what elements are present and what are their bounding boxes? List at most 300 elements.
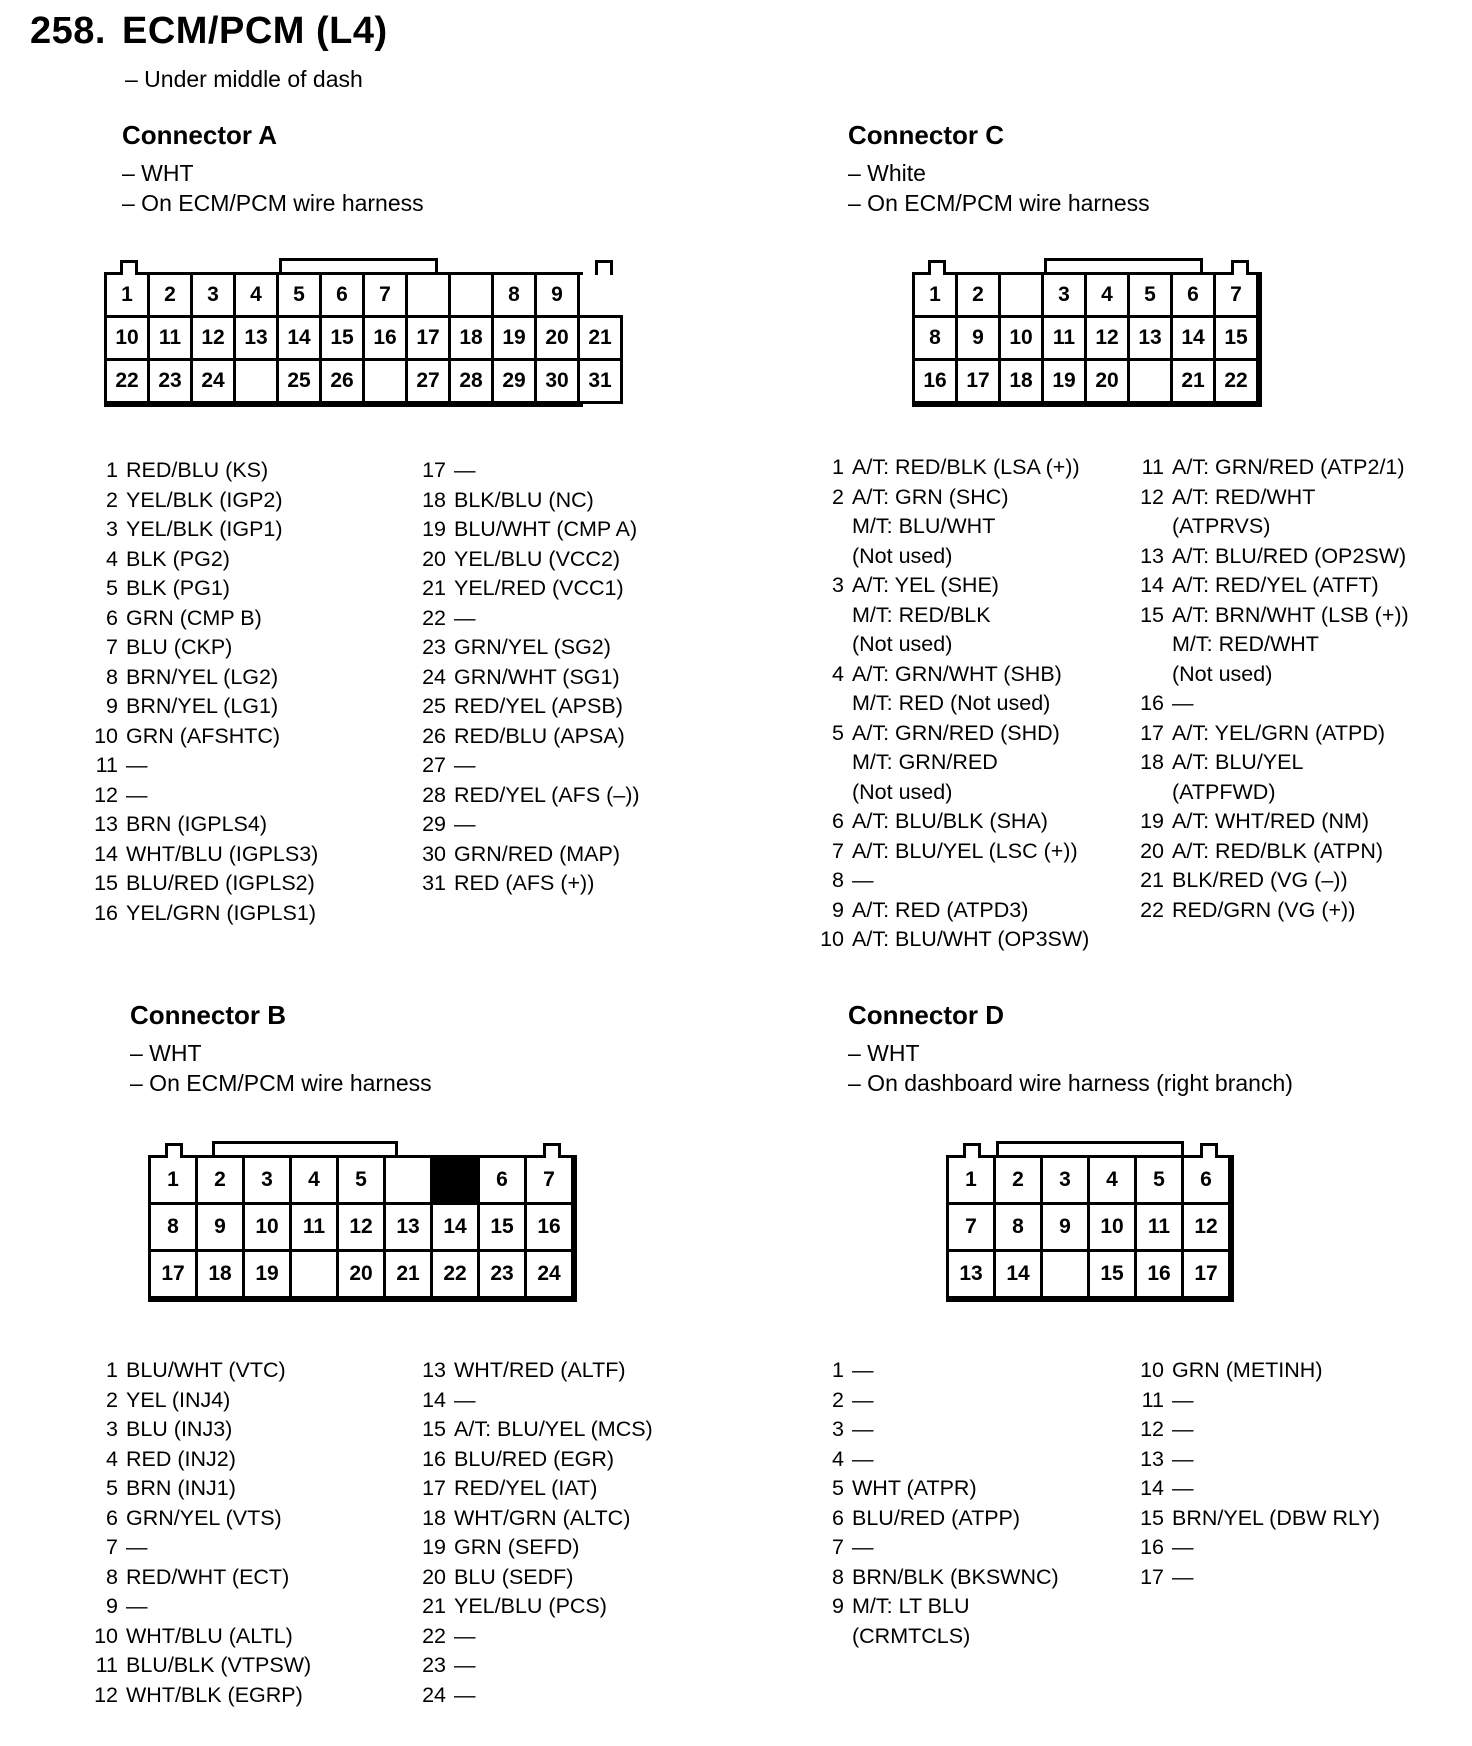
pin-entry (82, 1474, 311, 1504)
pin-cavity: 6 (319, 272, 365, 318)
pin-cavity: 7 (362, 272, 408, 318)
pin-number: 28 (422, 782, 446, 807)
pin-number: 8 (832, 868, 844, 892)
pin-entry (82, 515, 318, 545)
pin-cavity: 2 (993, 1155, 1043, 1205)
pin-wire-desc: BRN (IGPLS4) (126, 812, 267, 836)
pin-wire-desc: RED/BLU (KS) (126, 458, 269, 482)
pin-number: 2 (106, 487, 118, 512)
pin-number: 14 (1140, 1476, 1164, 1500)
pin-cavity: 2 (195, 1155, 245, 1205)
pin-number: 9 (832, 897, 844, 922)
pin-wire-desc: GRN/RED (MAP) (454, 841, 621, 866)
pin-cavity: 16 (524, 1202, 574, 1252)
lock-bridge (212, 1141, 398, 1158)
pin-cavity: 12 (1181, 1202, 1231, 1252)
pin-number: 26 (422, 723, 446, 748)
pin-wire-desc: A/T: GRN (SHC) M/T: BLU/WHT (Not used) (852, 484, 1009, 568)
pin-number: 13 (1140, 1446, 1164, 1471)
pin-entry (82, 633, 318, 663)
pin-wire-desc: RED (INJ2) (126, 1446, 236, 1471)
pin-entry (1128, 1563, 1380, 1593)
connector-b-location: – On ECM/PCM wire harness (130, 1070, 432, 1096)
pin-number: 12 (94, 1682, 118, 1707)
pin-entry (82, 1681, 311, 1711)
pin-cavity: 8 (912, 315, 958, 361)
pin-number: 14 (1140, 573, 1164, 597)
pin-number: 7 (832, 1535, 844, 1559)
pin-number: 23 (422, 1653, 446, 1677)
pin-number: 11 (1141, 1387, 1164, 1412)
pin-entry (1128, 1356, 1380, 1386)
pin-cavity: 13 (383, 1202, 433, 1252)
pin-wire-desc: GRN/YEL (VTS) (126, 1505, 282, 1530)
pin-cavity: 15 (1087, 1249, 1137, 1299)
pin-entry (808, 1504, 1059, 1534)
pin-entry (808, 660, 1089, 719)
pin-cavity: 23 (147, 358, 193, 404)
pin-wire-desc: A/T: BLU/WHT (OP3SW) (852, 927, 1090, 951)
pin-wire-desc: — (454, 1653, 476, 1677)
pin-cavity: 12 (336, 1202, 386, 1252)
pin-entry (82, 1592, 311, 1622)
pin-cavity: 17 (405, 315, 451, 361)
guide-tab (543, 1143, 561, 1158)
pin-cavity: 1 (946, 1155, 996, 1205)
pin-wire-desc: — (126, 782, 148, 807)
pin-cavity: 13 (1127, 315, 1173, 361)
pin-cavity: 7 (1213, 272, 1259, 318)
pin-cavity: 15 (477, 1202, 527, 1252)
blank-cavity (383, 1155, 433, 1205)
connector-d-housing (946, 1155, 1234, 1302)
pin-entry (1128, 1533, 1380, 1563)
pin-wire-desc: BLK/BLU (NC) (454, 487, 594, 512)
pin-wire-desc: BLU (SEDF) (454, 1564, 574, 1589)
pin-number: 17 (422, 1476, 446, 1500)
pin-entry (410, 456, 640, 486)
pin-cavity: 10 (998, 315, 1044, 361)
pin-number: 30 (422, 841, 446, 866)
pin-wire-desc: WHT/RED (ALTF) (454, 1358, 626, 1382)
connector-c-pins-col2 (1128, 453, 1409, 925)
pin-cavity: 3 (242, 1155, 292, 1205)
pin-number: 13 (422, 1358, 446, 1382)
pin-number: 15 (1140, 1505, 1164, 1530)
pin-number: 12 (94, 782, 118, 807)
pin-cavity: 10 (104, 315, 150, 361)
pin-entry (808, 1533, 1059, 1563)
pin-wire-desc: A/T: BLU/RED (OP2SW) (1172, 543, 1407, 568)
pin-wire-desc: — (126, 1594, 148, 1618)
pin-entry (1128, 689, 1409, 719)
pin-entry (808, 453, 1089, 483)
pin-cavity: 3 (1040, 1155, 1090, 1205)
pin-wire-desc: — (454, 1682, 476, 1707)
pin-cavity: 3 (1041, 272, 1087, 318)
pin-cavity: 14 (993, 1249, 1043, 1299)
pin-wire-desc: WHT/BLK (EGRP) (126, 1682, 303, 1707)
pin-cavity: 5 (1127, 272, 1173, 318)
pin-entry (82, 840, 318, 870)
pin-wire-desc: A/T: RED/YEL (ATFT) (1172, 573, 1379, 597)
pin-entry (82, 1386, 311, 1416)
blank-cavity (289, 1249, 339, 1299)
pin-number: 7 (832, 838, 844, 863)
pin-cavity: 31 (577, 358, 623, 404)
pin-entry (82, 899, 318, 929)
pin-entry (808, 837, 1089, 867)
guide-tab (963, 1143, 981, 1158)
pin-cavity: 22 (1213, 358, 1259, 404)
connector-a-pins-col2 (410, 456, 640, 899)
empty-slot (451, 275, 491, 315)
pin-cavity: 1 (104, 272, 150, 318)
pin-entry (82, 1504, 311, 1534)
pin-number: 24 (422, 1682, 446, 1707)
pin-entry (82, 456, 318, 486)
pin-number: 11 (95, 753, 118, 777)
pin-wire-desc: — (1172, 1417, 1194, 1441)
pin-entry (808, 1386, 1059, 1416)
pin-wire-desc: GRN (SEFD) (454, 1535, 580, 1559)
pin-entry (1128, 719, 1409, 749)
pin-cavity: 22 (104, 358, 150, 404)
pin-cavity: 5 (336, 1155, 386, 1205)
pin-entry (808, 1445, 1059, 1475)
connector-b-color: – WHT (130, 1040, 202, 1066)
pin-cavity: 24 (190, 358, 236, 404)
pin-number: 6 (106, 1505, 118, 1530)
pin-wire-desc: YEL/BLK (IGP2) (126, 487, 283, 512)
pin-entry (82, 1563, 311, 1593)
pin-number: 1 (106, 1358, 118, 1382)
pin-cavity: 14 (430, 1202, 480, 1252)
guide-tab (165, 1143, 183, 1158)
pin-cavity: 14 (276, 315, 322, 361)
pin-number: 16 (422, 1446, 446, 1471)
pin-wire-desc: BLK/RED (VG (–)) (1172, 868, 1348, 892)
blank-cavity (998, 272, 1044, 318)
pin-wire-desc: BLU/RED (ATPP) (852, 1505, 1021, 1530)
pin-cavity: 17 (955, 358, 1001, 404)
pin-wire-desc: — (454, 605, 476, 630)
pin-entry (410, 1622, 653, 1652)
pin-wire-desc: A/T: BLU/BLK (SHA) (852, 809, 1048, 833)
pin-number: 1 (832, 455, 844, 479)
pin-entry (808, 807, 1089, 837)
pin-wire-desc: BRN/YEL (DBW RLY) (1172, 1505, 1380, 1530)
pin-cavity: 16 (1134, 1249, 1184, 1299)
pin-number: 18 (422, 1505, 446, 1530)
page-subtitle: – Under middle of dash (125, 66, 363, 92)
pin-number: 22 (1140, 897, 1164, 922)
pin-entry (808, 1563, 1059, 1593)
pin-number: 21 (422, 576, 446, 600)
pin-wire-desc: — (1172, 1476, 1194, 1500)
pin-entry (410, 1504, 653, 1534)
pin-entry (82, 1533, 311, 1563)
pin-number: 4 (106, 1446, 118, 1471)
pin-cavity: 14 (1170, 315, 1216, 361)
pin-wire-desc: YEL/BLK (IGP1) (126, 517, 283, 541)
pin-number: 13 (94, 812, 118, 836)
pin-wire-desc: — (852, 1358, 874, 1382)
pin-cavity: 20 (1084, 358, 1130, 404)
pin-wire-desc: A/T: YEL/GRN (ATPD) (1172, 720, 1386, 745)
connector-a-location: – On ECM/PCM wire harness (122, 190, 424, 216)
pin-cavity: 21 (1170, 358, 1216, 404)
pin-wire-desc: A/T: BLU/YEL (MCS) (454, 1417, 653, 1441)
connector-b-notes (130, 1038, 432, 1098)
pin-cavity: 26 (319, 358, 365, 404)
pin-entry (1128, 1415, 1380, 1445)
blank-cavity (1127, 358, 1173, 404)
pin-cavity: 21 (383, 1249, 433, 1299)
pin-number: 17 (422, 458, 446, 482)
pin-number: 27 (422, 753, 446, 777)
connector-b-pins-col1 (82, 1356, 311, 1710)
pin-number: 3 (832, 1417, 844, 1441)
empty-slot (580, 275, 620, 315)
pin-wire-desc: RED/YEL (APSB) (454, 694, 623, 718)
pin-cavity: 3 (190, 272, 236, 318)
pin-cavity: 16 (912, 358, 958, 404)
pin-wire-desc: YEL/BLU (VCC2) (454, 546, 621, 571)
pin-number: 11 (1141, 455, 1164, 479)
connector-c-pins-col1 (808, 453, 1089, 955)
pin-wire-desc: — (852, 868, 874, 892)
pin-number: 20 (422, 546, 446, 571)
pin-wire-desc: BLU/WHT (CMP A) (454, 517, 638, 541)
pin-number: 1 (832, 1358, 844, 1382)
pin-number: 3 (106, 517, 118, 541)
pin-wire-desc: GRN/YEL (SG2) (454, 635, 611, 659)
pin-wire-desc: BLU/RED (IGPLS2) (126, 871, 315, 895)
guide-tab (1231, 260, 1249, 275)
pin-entry (808, 571, 1089, 660)
pin-cavity: 8 (993, 1202, 1043, 1252)
connector-c-heading: Connector C (848, 120, 1004, 150)
pin-entry (410, 1681, 653, 1711)
pin-entry (808, 483, 1089, 572)
pin-wire-desc: A/T: GRN/RED (ATP2/1) (1172, 455, 1405, 479)
pin-wire-desc: A/T: YEL (SHE) M/T: RED/BLK (Not used) (852, 573, 999, 656)
pin-cavity: 22 (430, 1249, 480, 1299)
lock-bridge (1044, 258, 1203, 275)
pin-wire-desc: RED/BLU (APSA) (454, 723, 625, 748)
pin-wire-desc: BRN (INJ1) (126, 1476, 236, 1500)
pin-cavity: 4 (1087, 1155, 1137, 1205)
pin-entry (1128, 483, 1409, 542)
pin-entry (410, 1563, 653, 1593)
pin-entry (410, 869, 640, 899)
pin-entry (1128, 1474, 1380, 1504)
pin-cavity: 18 (195, 1249, 245, 1299)
pin-cavity: 9 (195, 1202, 245, 1252)
pin-entry (808, 1415, 1059, 1445)
pin-entry (82, 1356, 311, 1386)
pin-number: 6 (832, 1505, 844, 1530)
pin-wire-desc: — (852, 1387, 874, 1412)
connector-d-heading: Connector D (848, 1000, 1004, 1030)
connector-c-location: – On ECM/PCM wire harness (848, 190, 1150, 216)
pin-wire-desc: WHT/BLU (ALTL) (126, 1623, 293, 1648)
pin-entry (82, 869, 318, 899)
pin-wire-desc: WHT (ATPR) (852, 1476, 977, 1500)
pin-number: 22 (422, 1623, 446, 1648)
pin-number: 15 (1140, 602, 1164, 627)
pin-wire-desc: A/T: RED (ATPD3) (852, 897, 1029, 922)
pin-entry (410, 574, 640, 604)
pin-number: 10 (94, 723, 118, 748)
pin-entry (410, 692, 640, 722)
connector-d-location: – On dashboard wire harness (right branch) (848, 1070, 1293, 1096)
pin-wire-desc: RED/YEL (IAT) (454, 1476, 598, 1500)
pin-cavity: 4 (289, 1155, 339, 1205)
pin-wire-desc: BLU (CKP) (126, 635, 233, 659)
pin-entry (808, 896, 1089, 926)
pin-cavity: 20 (534, 315, 580, 361)
pin-number: 19 (422, 1535, 446, 1559)
pin-cavity: 18 (448, 315, 494, 361)
pin-cavity: 5 (276, 272, 322, 318)
connector-c-color: – White (848, 160, 926, 186)
pin-number: 20 (1140, 838, 1164, 863)
pin-cavity: 29 (491, 358, 537, 404)
pin-wire-desc: RED/WHT (ECT) (126, 1564, 290, 1589)
pin-wire-desc: RED/GRN (VG (+)) (1172, 897, 1356, 922)
pin-number: 19 (1140, 809, 1164, 833)
pin-wire-desc: — (454, 753, 476, 777)
pin-entry (410, 1356, 653, 1386)
pin-cavity: 20 (336, 1249, 386, 1299)
pin-wire-desc: — (852, 1446, 874, 1471)
pin-number: 23 (422, 635, 446, 659)
pin-cavity: 15 (1213, 315, 1259, 361)
pin-wire-desc: BLU/BLK (VTPSW) (126, 1653, 312, 1677)
pin-entry (808, 866, 1089, 896)
pin-number: 31 (422, 871, 446, 895)
pin-number: 2 (106, 1387, 118, 1412)
pin-wire-desc: — (1172, 1446, 1194, 1471)
lock-bridge (996, 1141, 1184, 1158)
pin-cavity: 28 (448, 358, 494, 404)
pin-cavity: 6 (1181, 1155, 1231, 1205)
pin-cavity: 19 (1041, 358, 1087, 404)
pin-wire-desc: RED (AFS (+)) (454, 871, 595, 895)
pin-number: 18 (422, 487, 446, 512)
connector-a-housing (104, 272, 612, 407)
pin-cavity: 5 (1134, 1155, 1184, 1205)
pin-number: 5 (832, 720, 844, 745)
pin-entry (1128, 896, 1409, 926)
pin-number: 13 (1140, 543, 1164, 568)
pin-cavity: 1 (148, 1155, 198, 1205)
pin-number: 2 (832, 1387, 844, 1412)
pin-entry (808, 1474, 1059, 1504)
pin-wire-desc: A/T: WHT/RED (NM) (1172, 809, 1370, 833)
pin-entry (410, 751, 640, 781)
connector-c-notes (848, 158, 1150, 218)
connector-a-heading: Connector A (122, 120, 278, 150)
blank-cavity (1040, 1249, 1090, 1299)
pin-wire-desc: YEL (INJ4) (126, 1387, 231, 1412)
pin-wire-desc: — (852, 1535, 874, 1559)
pin-wire-desc: — (454, 458, 476, 482)
pin-wire-desc: — (126, 1535, 148, 1559)
pin-entry (410, 633, 640, 663)
pin-entry (82, 722, 318, 752)
pin-number: 8 (106, 664, 118, 689)
pin-entry (410, 1592, 653, 1622)
connector-a-notes (122, 158, 424, 218)
pin-entry (410, 486, 640, 516)
pin-wire-desc: A/T: BLU/YEL (ATPFWD) (1172, 750, 1304, 804)
pin-wire-desc: M/T: LT BLU (CRMTCLS) (852, 1594, 971, 1648)
pin-number: 4 (832, 661, 844, 686)
pin-number: 1 (106, 458, 118, 482)
pin-number: 6 (106, 605, 118, 630)
pin-number: 2 (832, 484, 844, 509)
pin-entry (410, 663, 640, 693)
pin-number: 21 (422, 1594, 446, 1618)
blank-cavity (405, 272, 451, 318)
pin-number: 7 (106, 1535, 118, 1559)
pin-number: 25 (422, 694, 446, 718)
pin-number: 9 (106, 1594, 118, 1618)
pin-entry (1128, 542, 1409, 572)
pin-entry (82, 1651, 311, 1681)
pin-cavity: 6 (1170, 272, 1216, 318)
pin-wire-desc: RED/YEL (AFS (–)) (454, 782, 640, 807)
pin-entry (1128, 807, 1409, 837)
pin-number: 16 (1140, 691, 1164, 715)
pin-number: 16 (1140, 1535, 1164, 1559)
pin-wire-desc: A/T: BLU/YEL (LSC (+)) (852, 838, 1078, 863)
pin-number: 6 (832, 809, 844, 833)
pin-number: 9 (832, 1594, 844, 1618)
pin-wire-desc: A/T: RED/BLK (ATPN) (1172, 838, 1384, 863)
pin-entry (410, 840, 640, 870)
pin-wire-desc: A/T: RED/WHT (ATPRVS) (1172, 484, 1316, 538)
pin-number: 14 (422, 1387, 446, 1412)
blank-cavity (233, 358, 279, 404)
pin-cavity: 9 (955, 315, 1001, 361)
pin-wire-desc: GRN (CMP B) (126, 605, 262, 630)
connector-b-heading: Connector B (130, 1000, 286, 1030)
pin-entry (410, 1533, 653, 1563)
pin-wire-desc: BRN/BLK (BKSWNC) (852, 1564, 1059, 1589)
pin-cavity: 24 (524, 1249, 574, 1299)
pin-cavity: 11 (1134, 1202, 1184, 1252)
lock-bridge (279, 258, 438, 275)
pin-wire-desc: BLU (INJ3) (126, 1417, 233, 1441)
pin-entry (410, 781, 640, 811)
pin-wire-desc: GRN (AFSHTC) (126, 723, 281, 748)
pin-wire-desc: BLU/WHT (VTC) (126, 1358, 286, 1382)
pin-number: 7 (106, 635, 118, 659)
pin-wire-desc: — (126, 753, 148, 777)
pin-cavity: 4 (1084, 272, 1130, 318)
pin-cavity: 2 (955, 272, 1001, 318)
pin-entry (1128, 1445, 1380, 1475)
pin-cavity: 2 (147, 272, 193, 318)
pin-entry (410, 722, 640, 752)
pin-number: 11 (95, 1653, 118, 1677)
pin-number: 17 (1140, 1564, 1164, 1589)
pin-number: 29 (422, 812, 446, 836)
